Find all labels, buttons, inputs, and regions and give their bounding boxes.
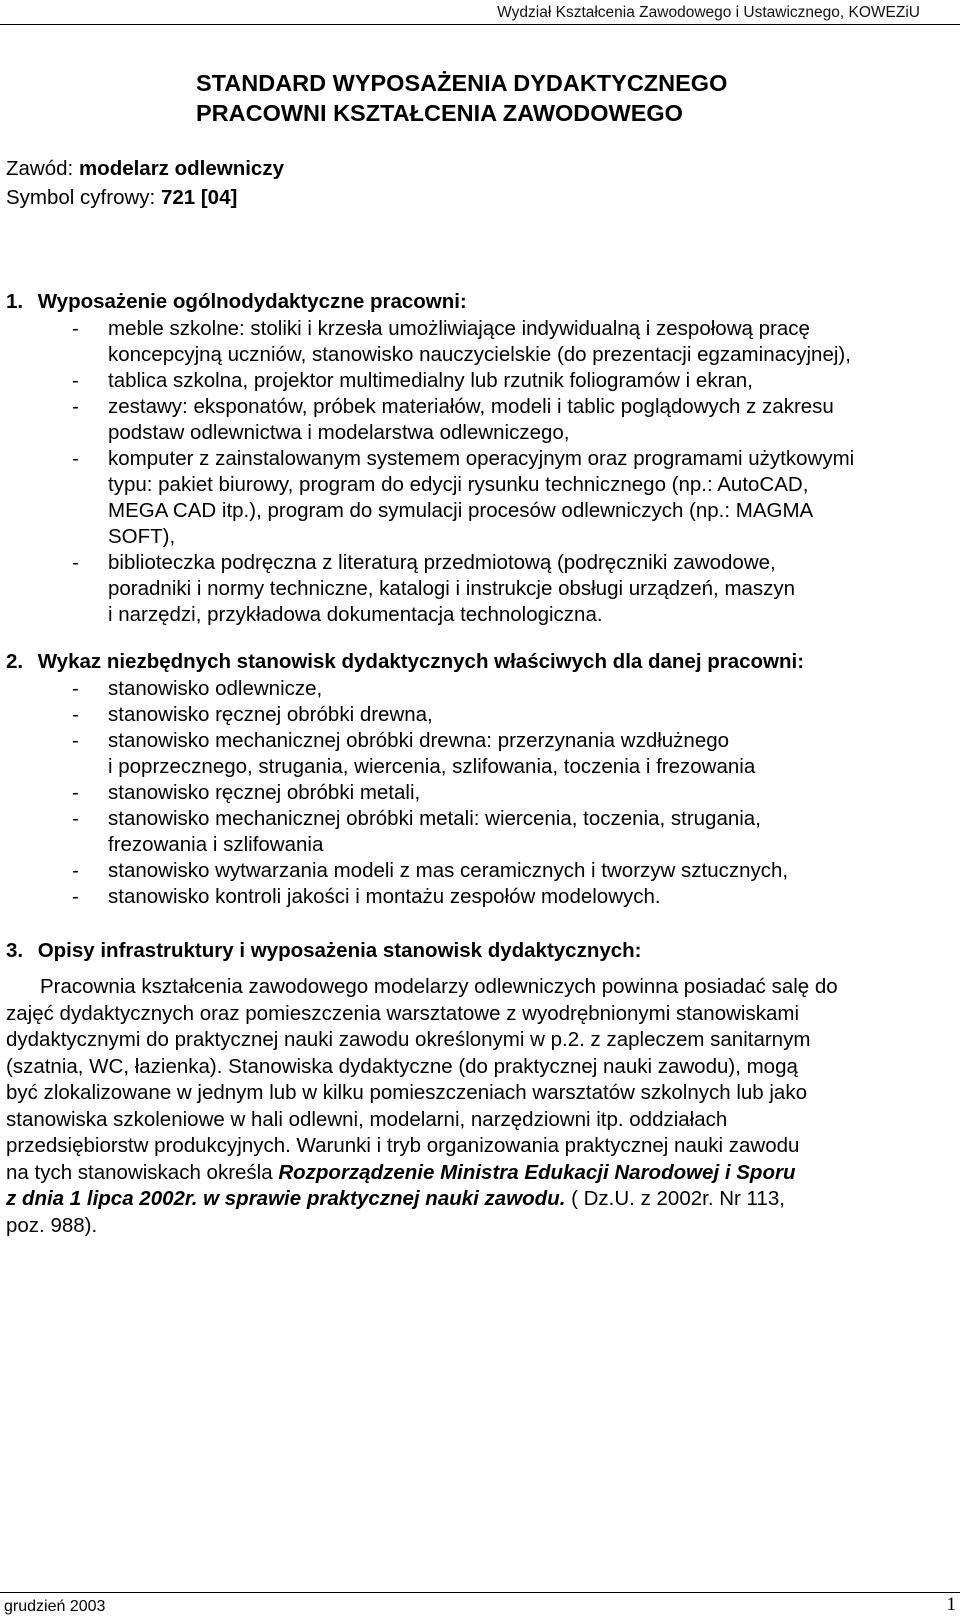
profession-value: modelarz odlewniczy (78, 157, 284, 180)
list-item (0, 884, 950, 910)
list-item (0, 728, 950, 780)
paragraph-line: (szatnia, WC, łazienka). Stanowiska dydaktyczne (do praktycznej nauki zawodu), mogą (6, 1054, 798, 1078)
list-bullet-dash: - (72, 551, 79, 574)
list-bullet-dash: - (72, 369, 79, 392)
list-item-line: i poprzecznego, strugania, wiercenia, szlifowania, toczenia i frezowania (108, 755, 756, 778)
symbol-label: Symbol cyfrowy: (6, 186, 156, 209)
list-bullet-dash: - (72, 317, 79, 340)
list-item-line: stanowisko ręcznej obróbki metali, (108, 781, 421, 804)
section-1-heading (6, 288, 946, 315)
section-2-number: 2. (6, 650, 24, 673)
section-2-list (0, 676, 950, 910)
list-item-line: meble szkolne: stoliki i krzesła umożliwiające indywidualną i zespołową pracę (108, 317, 810, 340)
regulation-title: Rozporządzenie Ministra Edukacji Narodowej i Sporu (278, 1160, 796, 1184)
list-bullet-dash: - (72, 807, 79, 830)
paragraph-line: poz. 988). (6, 1213, 98, 1237)
paragraph-line: zajęć dydaktycznych oraz pomieszczenia warsztatowe z wyodrębnionymi stanowiskami (6, 1001, 799, 1025)
list-item (0, 676, 950, 702)
paragraph-line: stanowiska szkoleniowe w hali odlewni, modelarni, narzędziowni itp. oddziałach (6, 1107, 728, 1131)
list-item (0, 806, 950, 858)
list-item-line: MEGA CAD itp.), program do symulacji procesów odlewniczych (np.: MAGMA (108, 499, 814, 522)
list-item-line: stanowisko odlewnicze, (108, 677, 323, 700)
list-item-line: frezowania i szlifowania (108, 833, 324, 856)
list-item-line: zestawy: eksponatów, próbek materiałów, modeli i tablic poglądowych z zakresu (108, 395, 834, 418)
symbol-value: 721 [04] (160, 186, 238, 209)
list-item-line: koncepcyjną uczniów, stanowisko nauczycielskie (do prezentacji egzaminacyjnej), (108, 343, 851, 366)
list-item-line: tablica szkolna, projektor multimedialny lub rzutnik foliogramów i ekran, (108, 369, 753, 392)
list-item-line: stanowisko kontroli jakości i montażu zespołów modelowych. (108, 885, 661, 908)
list-item-line: SOFT), (108, 525, 176, 548)
paragraph-line: przedsiębiorstw produkcyjnych. Warunki i tryb organizowania praktycznej nauki zawodu (6, 1134, 800, 1157)
section-1-number: 1. (6, 290, 24, 313)
list-item-line: komputer z zainstalowanym systemem operacyjnym oraz programami użytkowymi (108, 447, 855, 470)
footer-rule (0, 1592, 960, 1593)
regulation-intro: na tych stanowiskach określa (6, 1160, 279, 1184)
list-bullet-dash: - (72, 395, 79, 418)
list-bullet-dash: - (72, 859, 79, 882)
paragraph-line: być zlokalizowane w jednym lub w kilku pomieszczeniach warsztatów szkolnych lub jako (6, 1081, 807, 1104)
list-item-line: stanowisko mechanicznej obróbki drewna: przerzynania wzdłużnego (108, 729, 730, 752)
section-3-title: Opisy infrastruktury i wyposażenia stanowisk dydaktycznych: (37, 939, 642, 962)
list-item (0, 858, 950, 884)
document-title (196, 68, 727, 128)
section-3-number: 3. (6, 939, 24, 962)
list-item-line: stanowisko ręcznej obróbki drewna, (108, 703, 433, 726)
list-item-line: i narzędzi, przykładowa dokumentacja technologiczna. (108, 603, 603, 626)
list-item (0, 368, 950, 394)
list-bullet-dash: - (72, 781, 79, 804)
list-item-line: biblioteczka podręczna z literaturą przedmiotową (podręczniki zawodowe, (108, 551, 776, 574)
profession-label: Zawód: (6, 157, 74, 180)
regulation-citation: ( Dz.U. z 2002r. Nr 113, (565, 1187, 785, 1210)
paragraph-line: dydaktycznymi do praktycznej nauki zawodu określonymi w p.2. z zapleczem sanitarnym (6, 1028, 811, 1051)
section-2-heading (6, 648, 946, 675)
list-item (0, 702, 950, 728)
section-2-title: Wykaz niezbędnych stanowisk dydaktycznych właściwych dla danej pracowni: (37, 650, 805, 673)
title-line-2: PRACOWNI KSZTAŁCENIA ZAWODOWEGO (196, 100, 683, 126)
list-bullet-dash: - (72, 885, 79, 908)
title-line-1: STANDARD WYPOSAŻENIA DYDAKTYCZNEGO (196, 70, 728, 96)
footer-date: grudzień 2003 (4, 1598, 106, 1615)
list-item-line: typu: pakiet biurowy, program do edycji rysunku technicznego (np.: AutoCAD, (108, 473, 809, 496)
list-bullet-dash: - (72, 677, 79, 700)
list-item-line: poradniki i normy techniczne, katalogi i instrukcje obsługi urządzeń, maszyn (108, 577, 796, 600)
section-1-title: Wyposażenie ogólnodydaktyczne pracowni: (37, 290, 467, 313)
paragraph-line (6, 1160, 946, 1187)
profession-row (6, 154, 284, 183)
list-bullet-dash: - (72, 729, 79, 752)
symbol-row (6, 183, 284, 212)
list-item (0, 316, 950, 368)
list-item (0, 394, 950, 446)
list-item (0, 446, 950, 550)
list-item-line: stanowisko mechanicznej obróbki metali: wiercenia, toczenia, strugania, (108, 807, 761, 830)
paragraph-lines (6, 974, 946, 1160)
paragraph-line (6, 1186, 946, 1213)
paragraph-line: Pracownia kształcenia zawodowego modelarzy odlewniczych powinna posiadać salę do (40, 975, 838, 998)
section-1-list (0, 316, 950, 628)
list-item (0, 780, 950, 806)
list-item (0, 550, 950, 628)
section-3-heading (6, 937, 946, 964)
page-number: 1 (946, 1594, 956, 1615)
section-3-paragraph (6, 974, 946, 1239)
list-bullet-dash: - (72, 703, 79, 726)
header-rule (0, 24, 960, 25)
list-bullet-dash: - (72, 447, 79, 470)
profession-info (6, 154, 284, 212)
regulation-date: z dnia 1 lipca 2002r. w sprawie praktycznej nauki zawodu. (6, 1187, 566, 1210)
list-item-line: stanowisko wytwarzania modeli z mas ceramicznych i tworzyw sztucznych, (108, 859, 789, 882)
list-item-line: podstaw odlewnictwa i modelarstwa odlewniczego, (108, 421, 570, 444)
running-header: Wydział Kształcenia Zawodowego i Ustawicznego, KOWEZiU (497, 4, 920, 21)
